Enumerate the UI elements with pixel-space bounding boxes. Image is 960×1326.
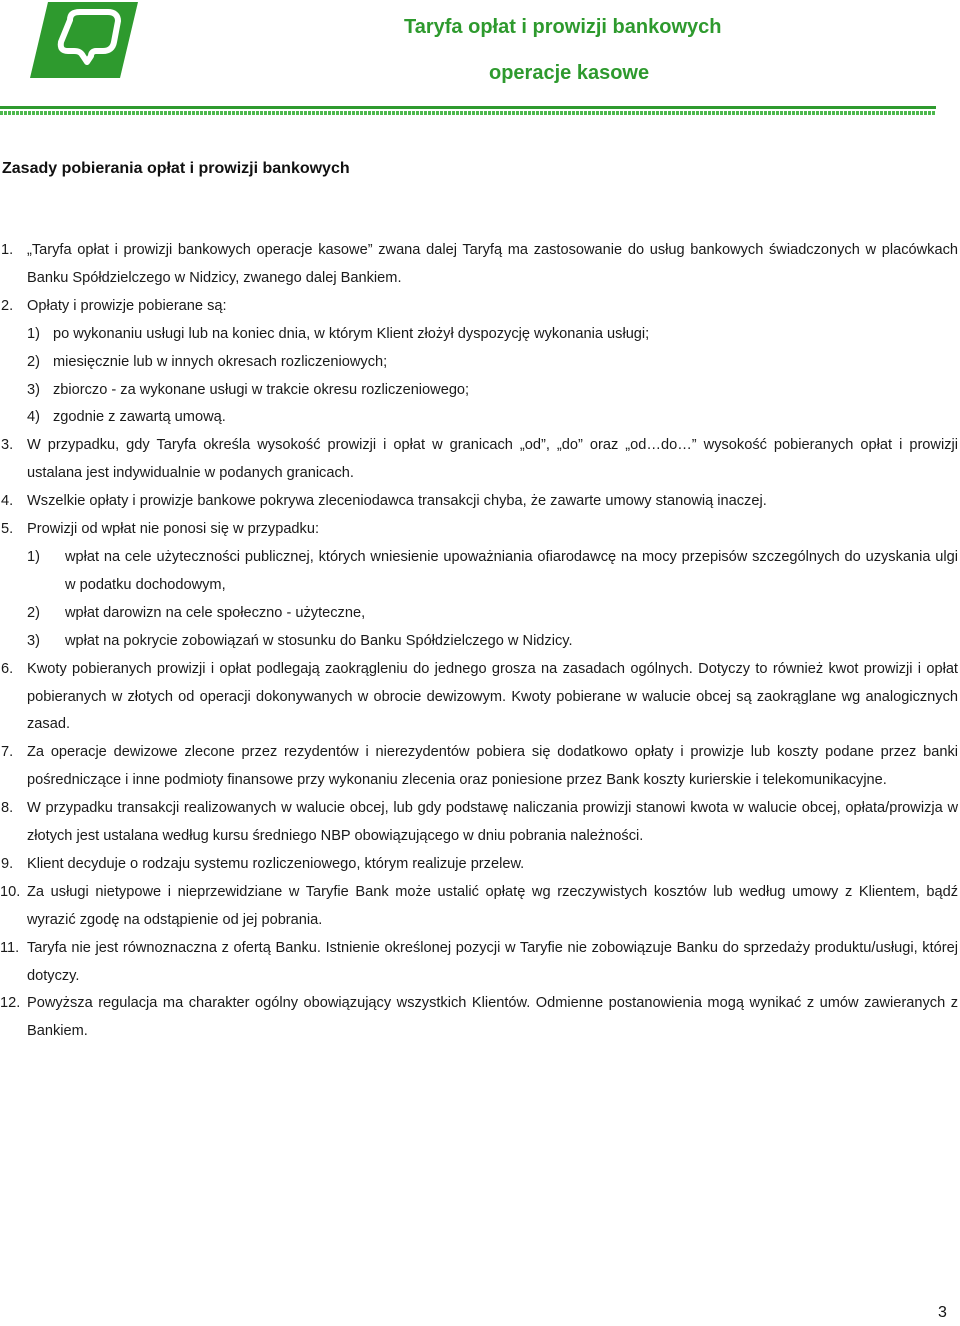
rule-subitem bbox=[0, 600, 958, 628]
rule-number: 4. bbox=[1, 493, 14, 510]
rule-subitem bbox=[0, 321, 958, 349]
rule-subitem bbox=[0, 544, 958, 600]
subitem-number: 4) bbox=[27, 409, 40, 426]
subitem-number: 1) bbox=[27, 548, 40, 565]
rule-item bbox=[0, 516, 958, 544]
rule-text: Za usługi nietypowe i nieprzewidziane w Taryfie Bank może ustalić opłatę wg rzeczywistych kosztów lub według umowy z Klientem, bądź wyrazić zgodę na odstąpienie od jej pobrania. bbox=[27, 883, 958, 928]
subitem-text: wpłat na pokrycie zobowiązań w stosunku do Banku Spółdzielczego w Nidzicy. bbox=[65, 632, 573, 649]
rule-number: 2. bbox=[1, 297, 14, 314]
rule-number: 5. bbox=[1, 521, 14, 538]
rule-subitem bbox=[0, 377, 958, 405]
rule-number: 3. bbox=[1, 437, 14, 454]
rule-subitem bbox=[0, 404, 958, 432]
rule-item bbox=[0, 739, 958, 795]
subitem-number: 3) bbox=[27, 632, 40, 649]
rule-text: Prowizji od wpłat nie ponosi się w przypadku: bbox=[27, 521, 320, 538]
rule-number: 8. bbox=[1, 800, 14, 817]
rule-text: Opłaty i prowizje pobierane są: bbox=[27, 297, 227, 314]
rule-item bbox=[0, 851, 958, 879]
rule-number: 7. bbox=[1, 744, 14, 761]
subitem-text: zgodnie z zawartą umową. bbox=[53, 409, 226, 426]
rule-text: Kwoty pobieranych prowizji i opłat podlegają zaokrągleniu do jednego grosza na zasadach ogólnych. Dotyczy to również kwot prowizji i opłat pobieranych w złotych od operacji dokonywanych w obrocie dewizowym. Kwoty pobierane w walucie obcej są zaokrąglane wg analogicznych zasad. bbox=[27, 660, 958, 733]
rule-item bbox=[0, 237, 958, 293]
subitem-text: wpłat darowizn na cele społeczno - użyteczne, bbox=[65, 604, 366, 621]
header-divider bbox=[0, 106, 936, 109]
rule-number: 12. bbox=[0, 995, 21, 1012]
bank-logo-icon bbox=[30, 2, 138, 78]
rule-subitem bbox=[0, 628, 958, 656]
rule-item bbox=[0, 990, 958, 1046]
rule-subitem bbox=[0, 349, 958, 377]
rule-item bbox=[0, 656, 958, 740]
page-header-subtitle: operacje kasowe bbox=[489, 62, 650, 84]
page-header-title: Taryfa opłat i prowizji bankowych bbox=[404, 16, 722, 38]
page-number: 3 bbox=[938, 1304, 947, 1321]
rule-item bbox=[0, 293, 958, 321]
rule-text: Wszelkie opłaty i prowizje bankowe pokrywa zleceniodawca transakcji chyba, że zawarte umowy stanowią inaczej. bbox=[27, 493, 767, 510]
subitem-text: po wykonaniu usługi lub na koniec dnia, w którym Klient złożył dyspozycję wykonania usługi; bbox=[53, 325, 650, 342]
subitem-text: miesięcznie lub w innych okresach rozliczeniowych; bbox=[53, 353, 388, 370]
rule-text: Taryfa nie jest równoznaczna z ofertą Banku. Istnienie określonej pozycji w Taryfie nie zobowiązuje Banku do sprzedaży produktu/usługi, której dotyczy. bbox=[27, 939, 958, 984]
rule-item bbox=[0, 432, 958, 488]
rule-item bbox=[0, 935, 958, 991]
rule-text: W przypadku, gdy Taryfa określa wysokość prowizji i opłat w granicach „od”, „do” oraz „od…do…” wysokość pobieranych opłat i prowizji ustalana jest indywidualnie w podanych granicach. bbox=[27, 437, 958, 482]
rule-number: 6. bbox=[1, 660, 14, 677]
rule-number: 10. bbox=[0, 883, 21, 900]
rule-text: W przypadku transakcji realizowanych w walucie obcej, lub gdy podstawę naliczania prowizji stanowi kwota w walucie obcej, opłata/prowizja w złotych jest ustalana według kursu średniego NBP obowiązującego w dniu pobrania należności. bbox=[27, 800, 958, 845]
rule-item bbox=[0, 795, 958, 851]
rule-text: „Taryfa opłat i prowizji bankowych operacje kasowe” zwana dalej Taryfą ma zastosowanie do usług bankowych świadczonych w placówkach Banku Spółdzielczego w Nidzicy, zwanego dalej Bankiem. bbox=[27, 242, 958, 286]
subitem-number: 2) bbox=[27, 604, 40, 621]
header-divider-dotted bbox=[0, 111, 936, 115]
rules-list bbox=[0, 237, 958, 1046]
rule-number: 1. bbox=[1, 242, 14, 258]
rule-item bbox=[0, 879, 958, 935]
rule-number: 11. bbox=[0, 939, 20, 956]
subitem-number: 3) bbox=[27, 381, 40, 398]
rule-text: Klient decyduje o rodzaju systemu rozliczeniowego, którym realizuje przelew. bbox=[27, 855, 525, 872]
rule-item bbox=[0, 488, 958, 516]
subitem-number: 2) bbox=[27, 353, 40, 370]
rule-number: 9. bbox=[1, 855, 14, 872]
rule-text: Za operacje dewizowe zlecone przez rezydentów i nierezydentów pobiera się dodatkowo opłaty i prowizje lub koszty podane przez banki pośredniczące i inne podmioty finansowe przy wykonaniu zlecenia oraz poniesione przez Bank koszty kurierskie i telekomunikacyjne. bbox=[27, 744, 958, 789]
subitem-text: wpłat na cele użyteczności publicznej, których wniesienie upoważniania ofiarodawcę na mocy przepisów szczególnych do uzyskania ulgi w podatku dochodowym, bbox=[65, 548, 958, 593]
section-heading: Zasady pobierania opłat i prowizji bankowych bbox=[2, 160, 350, 177]
subitem-text: zbiorczo - za wykonane usługi w trakcie okresu rozliczeniowego; bbox=[53, 381, 470, 398]
rule-text: Powyższa regulacja ma charakter ogólny obowiązujący wszystkich Klientów. Odmienne postanowienia mogą wynikać z umów zawieranych z Bankiem. bbox=[27, 995, 958, 1040]
subitem-number: 1) bbox=[27, 325, 40, 342]
